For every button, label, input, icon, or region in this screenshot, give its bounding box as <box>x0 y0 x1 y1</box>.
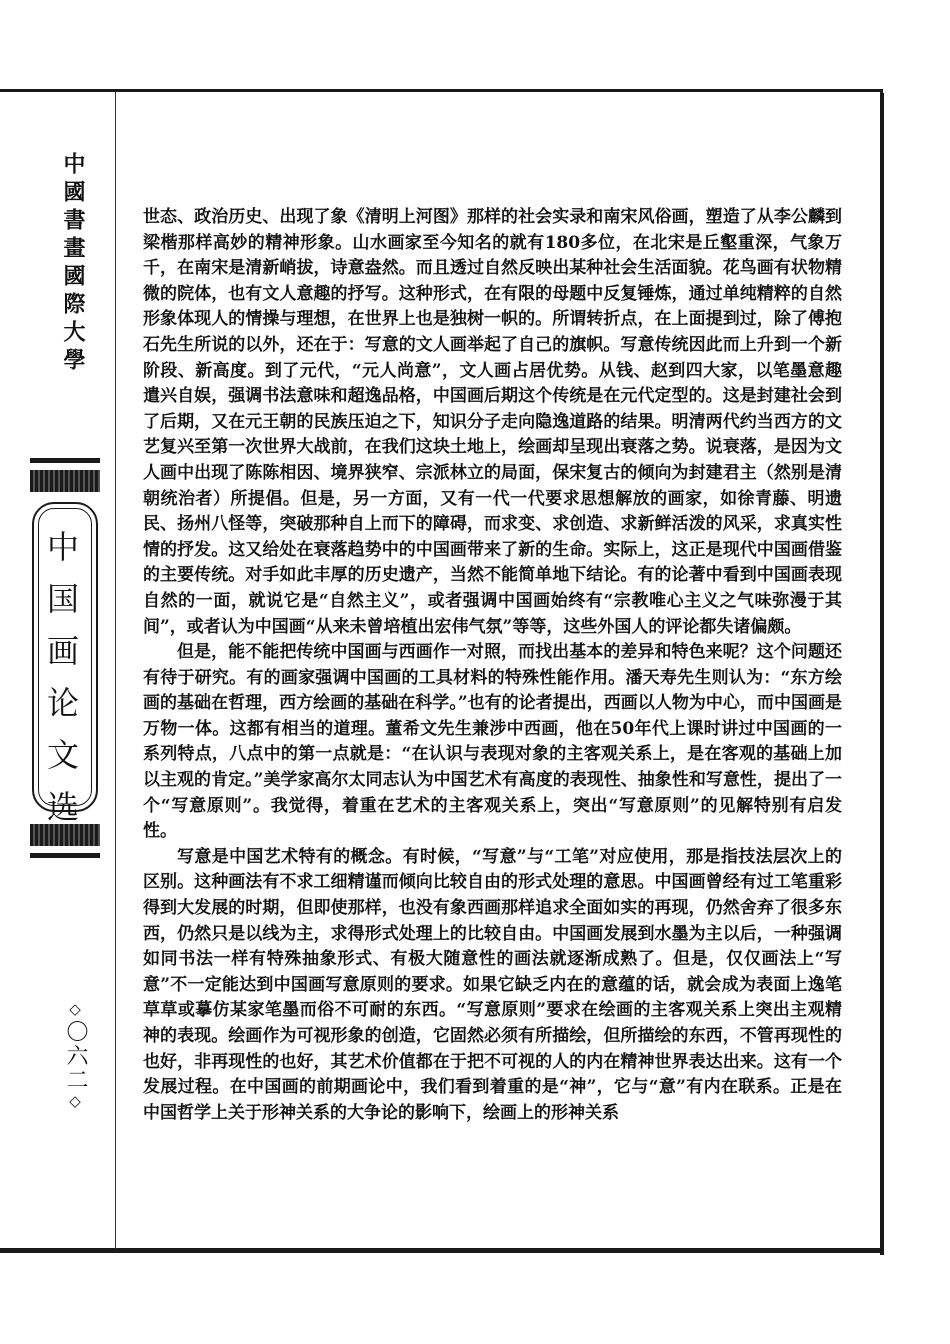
page-frame-shadow-bottom <box>0 1249 884 1253</box>
page-number-value: 〇六二 <box>63 1020 88 1092</box>
page-marker-top: ◇ <box>66 1000 84 1020</box>
cartouche-top-bar <box>30 458 100 463</box>
paragraph-3: 写意是中国艺术特有的概念。有时候，“写意”与“工笔”对应使用，那是指技法层次上的区别。这种画法有不求工细精谨而倾向比较自由的形式处理的意思。中国画曾经有过工笔重彩得到大发展的时期，但即使那样，也没有象西画那样追求全面如实的再现，仍然舍弃了很多东西，仍然只是以线为主，求得形式处理上的比较自由。中国画发展到水墨为主以后，一种强调如同书法一样有特殊抽象形式、有极大随意性的画法就逐渐成熟了。但是，仅仅画法上“写意”不一定能达到中国画写意原则的要求。如果它缺乏内在的意蕴的话，就会成为表面上逸笔草草或摹仿某家笔墨而俗不可耐的东西。“写意原则”要求在绘画的主客观关系上突出主观精神的表现。绘画作为可视形象的创造，它固然必须有所描绘，但所描绘的东西，不管再现性的也好，非再现性的也好，其艺术价值都在于把不可视的人的内在精神世界表达出来。这有一个发展过程。在中国画的前期画论中，我们看到着重的是“神”，它与“意”有内在联系。正是在中国哲学上关于形神关系的大争论的影响下，绘画上的形神关系 <box>143 846 842 1123</box>
body-text <box>143 205 842 1126</box>
paragraph-1: 世态、政治历史、出现了象《清明上河图》那样的社会实录和南宋风俗画，塑造了从李公麟到梁楷那样高妙的精神形象。山水画家至今知名的就有180多位，在北宋是丘壑重深，气象万千，在南宋是清新峭拔，诗意盎然。而且透过自然反映出某种社会生活面貌。花鸟画有状物精微的院体，也有文人意趣的抒写。这种形式，在有限的母题中反复锤炼，通过单纯精粹的自然形象体现人的情操与理想，在世界上也是独树一帜的。所谓转折点，在上面提到过，除了傅抱石先生所说的以外，还在于：写意的文人画举起了自己的旗帜。写意传统因此而上升到一个新阶段、新高度。到了元代，“元人尚意”，文人画占居优势。从钱、赵到四大家，以笔墨意趣遣兴自娱，强调书法意味和超逸品格，中国画后期这个传统是在元代定型的。这是封建社会到了后期，又在元王朝的民族压迫之下，知识分子走向隐逸道路的结果。明清两代约当西方的文艺复兴至第一次世界大战前，在我们这块土地上，绘画却呈现出衰落之势。说衰落，是因为文人画中出现了陈陈相因、境界狭窄、宗派林立的局面，保宋复古的倾向为封建君主（然别是清朝统治者）所提倡。但是，另一方面，又有一代一代要求思想解放的画家，如徐青藤、明遗民、扬州八怪等，突破那种自上而下的障碍，而求变、求创造、求新鲜活泼的风采，求真实性情的抒发。这又给处在衰落趋势中的中国画带来了新的生命。实际上，这正是现代中国画借鉴的主要传统。对手如此丰厚的历史遗产，当然不能简单地下结论。有的论著中看到中国画表现自然的一面，就说它是“自然主义”，或者强调中国画始终有“宗教唯心主义之气味弥漫于其间”，或者认为中国画“从来未曾培植出宏伟气氛”等等，这些外国人的评论都失诸偏颇。 <box>143 207 842 637</box>
cartouche-bottom-bar <box>30 853 100 858</box>
sidebar-divider <box>115 92 116 1249</box>
cartouche-top-band <box>30 470 100 492</box>
page-frame-shadow-right <box>880 93 884 1255</box>
paragraph-2: 但是，能不能把传统中国画与西画作一对照，而找出基本的差异和特色来呢？这个问题还有待于研究。有的画家强调中国画的工具材料的特殊性能作用。潘天寿先生则认为：“东方绘画的基础在哲理，西方绘画的基础在科学。”也有的论者提出，西画以人物为中心，而中国画是万物一体。这都有相当的道理。董希文先生兼涉中西画，他在50年代上课时讲过中国画的一系列特点，八点中的第一点就是：“在认识与表现对象的主客观关系上，是在客观的基础上加以主观的肯定。”美学家高尔太同志认为中国艺术有高度的表现性、抽象性和写意性，提出了一个“写意原则”。我觉得，着重在艺术的主客观关系上，突出“写意原则”的见解特别有启发性。 <box>143 642 842 842</box>
book-title: 中国画论文选 <box>42 530 80 842</box>
page-number <box>60 1000 91 1112</box>
page-marker-bottom: ◇ <box>66 1092 84 1112</box>
publisher-name: 中國書畫國際大學 <box>60 152 86 376</box>
